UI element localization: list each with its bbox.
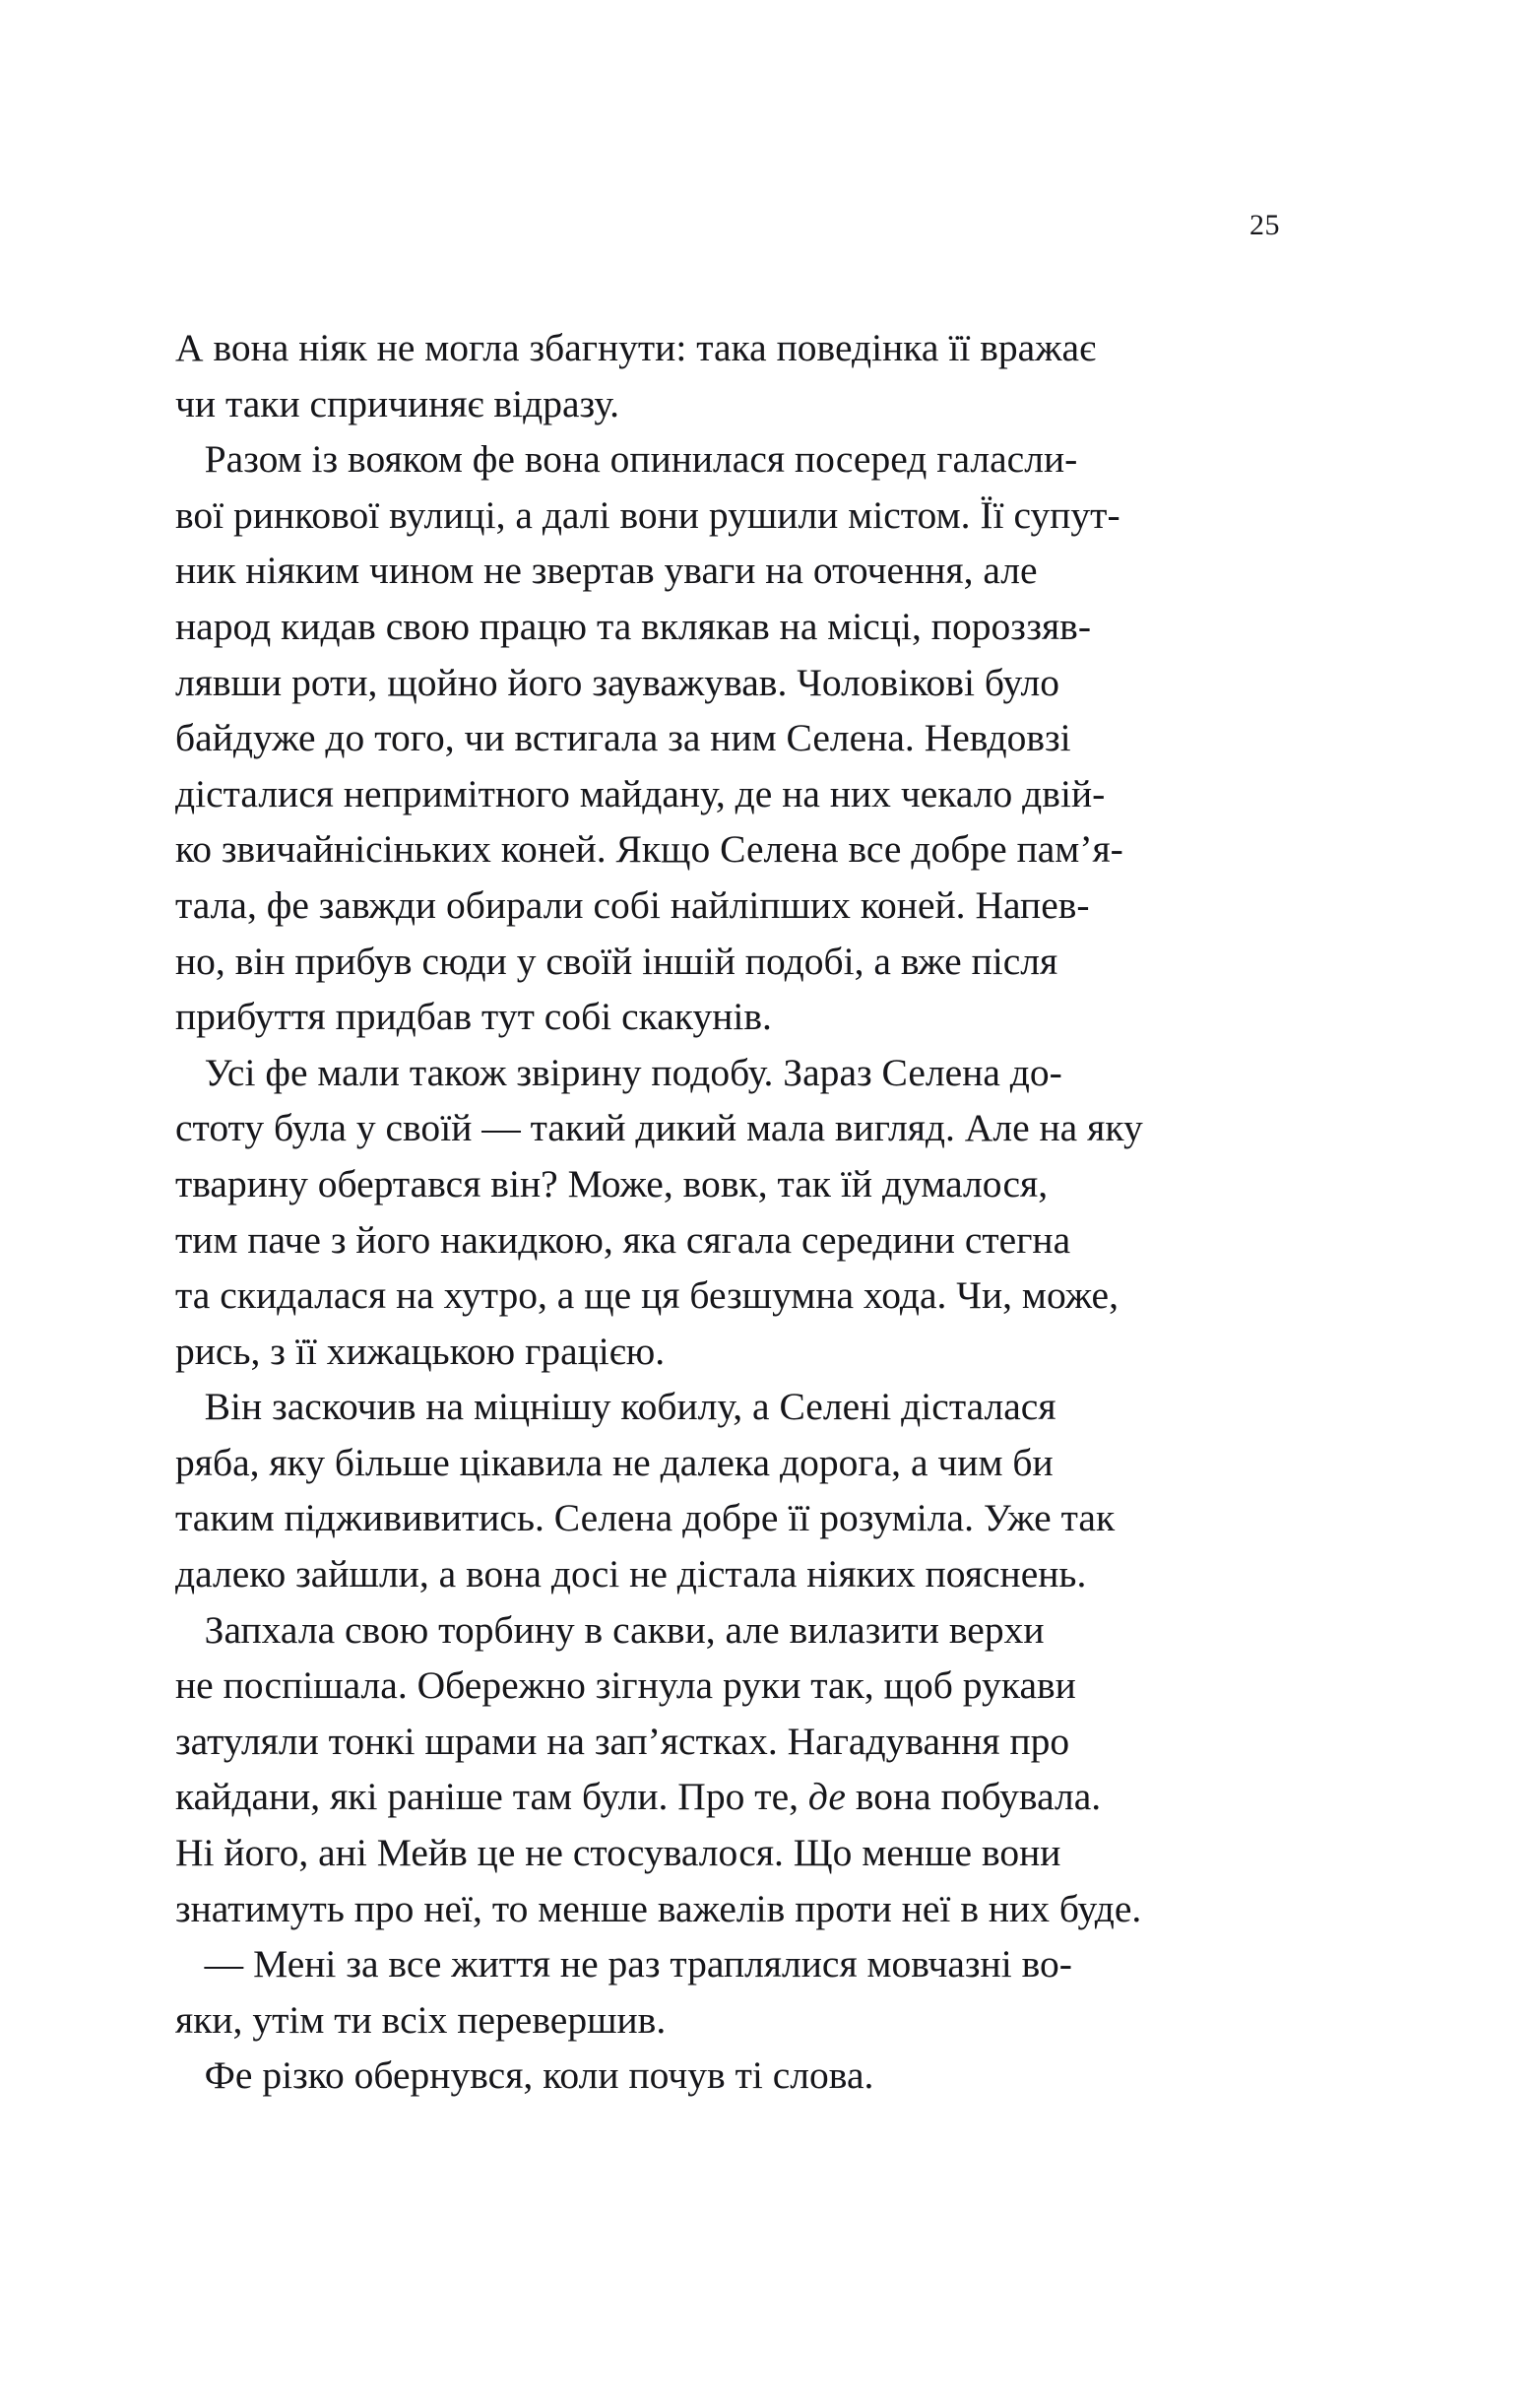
text-line: рись, з її хижацькою грацією. [175,1329,666,1373]
text-line: прибуття придбав тут собі скакунів. [175,995,772,1039]
emphasis-word: де [807,1775,846,1819]
text-line: байдуже до того, чи встигала за ним Селена. Невдовзі [175,716,1071,760]
text-line: но, він прибув сюди у своїй іншій подобі, а вже після [175,939,1058,983]
text-line: знатимуть про неї, то менше важелів проти неї в них буде. [175,1886,1142,1930]
text-line: тварину обертався він? Може, вовк, так їй думалося, [175,1161,1049,1205]
text-line: тим паче з його накидкою, яка сягала середини стегна [175,1217,1071,1262]
text-line: Запхала свою торбину в сакви, але вилазити верхи [175,1607,1045,1652]
paragraph [175,1379,1280,1601]
paragraph [175,320,1280,431]
text-line: лявши роти, щойно його зауважував. Чоловікові було [175,660,1060,704]
text-line: Усі фе мали також звірину подобу. Зараз Селена до- [175,1050,1062,1094]
text-line: та скидалася на хутро, а ще ця безшумна хода. Чи, може, [175,1273,1119,1318]
body-text-block [175,320,1280,2104]
text-line: ряба, яку більше цікавила не далека дорога, а чим би [175,1440,1054,1484]
text-line: тала, фе завжди обирали собі найліпших коней. Напев- [175,882,1090,927]
text-line: дісталися непримітного майдану, де на них чекало двій- [175,771,1106,815]
text-line: кайдани, які раніше там були. Про те, де вона побувала. [175,1775,1102,1819]
text-line: вої ринкової вулиці, а далі вони рушили містом. Її супут- [175,492,1120,537]
paragraph [175,1602,1280,1937]
text-line: ник ніяким чином не звертав уваги на оточення, але [175,549,1038,593]
text-line: Він заскочив на міцнішу кобилу, а Селені дісталася [175,1385,1056,1429]
text-line: Ні його, ані Мейв це не стосувалося. Що менше вони [175,1831,1061,1875]
text-line: — Мені за все життя не раз траплялися мовчазні во- [175,1942,1072,1986]
text-line: народ кидав свою працю та вклякав на місці, пороззяв- [175,604,1092,648]
text-line: чи таки спричиняє відразу. [175,381,620,425]
text-line: ко звичайнісіньких коней. Якщо Селена все добре пам’я- [175,827,1123,872]
text-line: Разом із вояком фе вона опинилася посеред галасли- [175,437,1078,482]
text-line: не поспішала. Обережно зігнула руки так, щоб рукави [175,1663,1076,1708]
text-line: далеко зайшли, а вона досі не дістала ніяких пояснень. [175,1552,1087,1596]
text-line: таким піджививитись. Селена добре її розуміла. Уже так [175,1496,1116,1540]
paragraph [175,1045,1280,1380]
page-number: 25 [1249,209,1280,241]
text-line: А вона ніяк не могла збагнути: така поведінка її вражає [175,326,1097,369]
paragraph [175,431,1280,1045]
text-line: затуляли тонкі шрами на зап’ястках. Нагадування про [175,1719,1070,1763]
paragraph [175,2048,1280,2104]
text-line: Фе різко обернувся, коли почув ті слова. [175,2053,874,2098]
paragraph [175,1936,1280,2048]
text-line: яки, утім ти всіх перевершив. [175,1997,667,2042]
text-line: стоту була у своїй — такий дикий мала вигляд. Але на яку [175,1106,1143,1150]
